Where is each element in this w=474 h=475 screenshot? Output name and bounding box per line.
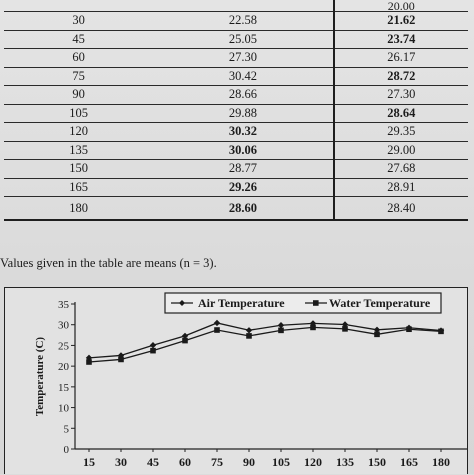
table-footnote: Values given in the table are means (n = 3). <box>0 256 217 270</box>
table-body <box>4 0 468 220</box>
water-temp-point <box>86 359 92 365</box>
water-temp-point <box>246 333 252 339</box>
air-temp-cell: 28.77 <box>153 160 333 179</box>
air-temp-point <box>246 327 252 333</box>
water-temp-point <box>406 326 412 332</box>
x-tick-label: 60 <box>179 455 191 469</box>
water-temp-point <box>374 332 380 338</box>
water-temp-cell: 27.30 <box>334 86 468 105</box>
table-row <box>4 0 468 12</box>
y-tick-label: 30 <box>58 319 69 332</box>
water-temp-point <box>214 327 220 333</box>
air-temp-cell: 29.88 <box>153 104 333 123</box>
table-row <box>4 12 468 31</box>
table-row <box>4 141 468 160</box>
table-row <box>4 49 468 68</box>
time-cell: 120 <box>4 123 153 142</box>
water-temp-point <box>150 348 156 354</box>
y-tick-label: 5 <box>63 423 69 436</box>
water-temp-cell: 29.35 <box>334 123 468 142</box>
time-cell: 180 <box>4 197 153 221</box>
time-cell: 135 <box>4 141 153 160</box>
table-row <box>4 178 468 197</box>
time-cell: 45 <box>4 30 153 49</box>
table-row <box>4 86 468 105</box>
y-tick-label: 0 <box>63 444 69 456</box>
air-temp-cell: 29.26 <box>153 178 333 197</box>
y-tick-label: 25 <box>58 340 69 353</box>
x-tick-label: 165 <box>400 455 418 469</box>
air-temp-cell: 22.58 <box>153 12 333 31</box>
water-temp-cell: 28.72 <box>334 67 468 86</box>
water-temp-cell: 21.62 <box>334 12 468 31</box>
time-cell: 30 <box>4 12 153 31</box>
air-temp-point <box>278 322 284 328</box>
air-temp-cell: 30.32 <box>153 123 333 142</box>
water-temp-point <box>342 326 348 332</box>
y-axis-label: Temperature (C) <box>34 336 46 417</box>
water-temp-point <box>182 338 188 344</box>
table-row <box>4 197 468 221</box>
water-temp-cell: 27.68 <box>334 160 468 179</box>
legend-air-label: Air Temperature <box>198 296 285 310</box>
air-temp-cell: 30.06 <box>153 141 333 160</box>
water-temp-cell: 29.00 <box>334 141 468 160</box>
x-tick-label: 30 <box>115 455 127 469</box>
time-cell: 60 <box>4 49 153 68</box>
x-tick-label: 75 <box>211 455 223 469</box>
x-tick-label: 45 <box>147 455 159 469</box>
air-temp-cell <box>153 0 333 12</box>
air-temp-point <box>150 342 156 348</box>
x-tick-label: 105 <box>272 455 290 469</box>
water-temp-cell: 26.17 <box>334 49 468 68</box>
water-temp-cell: 23.74 <box>334 30 468 49</box>
time-cell <box>4 0 153 12</box>
series-line <box>89 323 441 358</box>
table-row <box>4 67 468 86</box>
air-temp-cell: 25.05 <box>153 30 333 49</box>
time-cell: 105 <box>4 104 153 123</box>
legend-water-label: Water Temperature <box>329 296 431 310</box>
x-tick-label: 150 <box>368 455 386 469</box>
air-temp-point <box>214 320 220 326</box>
series-line <box>89 327 441 362</box>
x-tick-label: 15 <box>83 455 95 469</box>
water-temp-cell: 28.91 <box>334 178 468 197</box>
y-tick-label: 10 <box>58 402 69 415</box>
air-temp-cell: 28.60 <box>153 197 333 221</box>
y-tick-label: 20 <box>58 361 69 374</box>
water-temp-point <box>118 357 124 363</box>
x-tick-label: 120 <box>304 455 322 469</box>
water-temp-cell: 28.40 <box>334 197 468 221</box>
air-temp-cell: 30.42 <box>153 67 333 86</box>
time-cell: 165 <box>4 178 153 197</box>
legend-water-marker <box>313 300 319 306</box>
temperature-chart <box>4 287 468 474</box>
water-temp-cell: 28.64 <box>334 104 468 123</box>
x-tick-label: 90 <box>243 455 255 469</box>
table-row <box>4 104 468 123</box>
table-row <box>4 160 468 179</box>
time-cell: 75 <box>4 67 153 86</box>
table-row <box>4 30 468 49</box>
water-temp-point <box>278 328 284 334</box>
y-tick-label: 15 <box>58 381 69 394</box>
x-tick-label: 135 <box>336 455 354 469</box>
water-temp-cell: 20.00 <box>334 0 468 12</box>
chart-svg <box>5 288 469 475</box>
water-temp-point <box>438 329 444 335</box>
table-row <box>4 123 468 142</box>
time-cell: 90 <box>4 86 153 105</box>
time-cell: 150 <box>4 160 153 179</box>
water-temp-point <box>310 325 316 331</box>
y-tick-label: 35 <box>58 299 69 311</box>
air-temp-cell: 28.66 <box>153 86 333 105</box>
air-temp-cell: 27.30 <box>153 49 333 68</box>
x-tick-label: 180 <box>432 455 450 469</box>
temperature-table <box>4 0 468 221</box>
